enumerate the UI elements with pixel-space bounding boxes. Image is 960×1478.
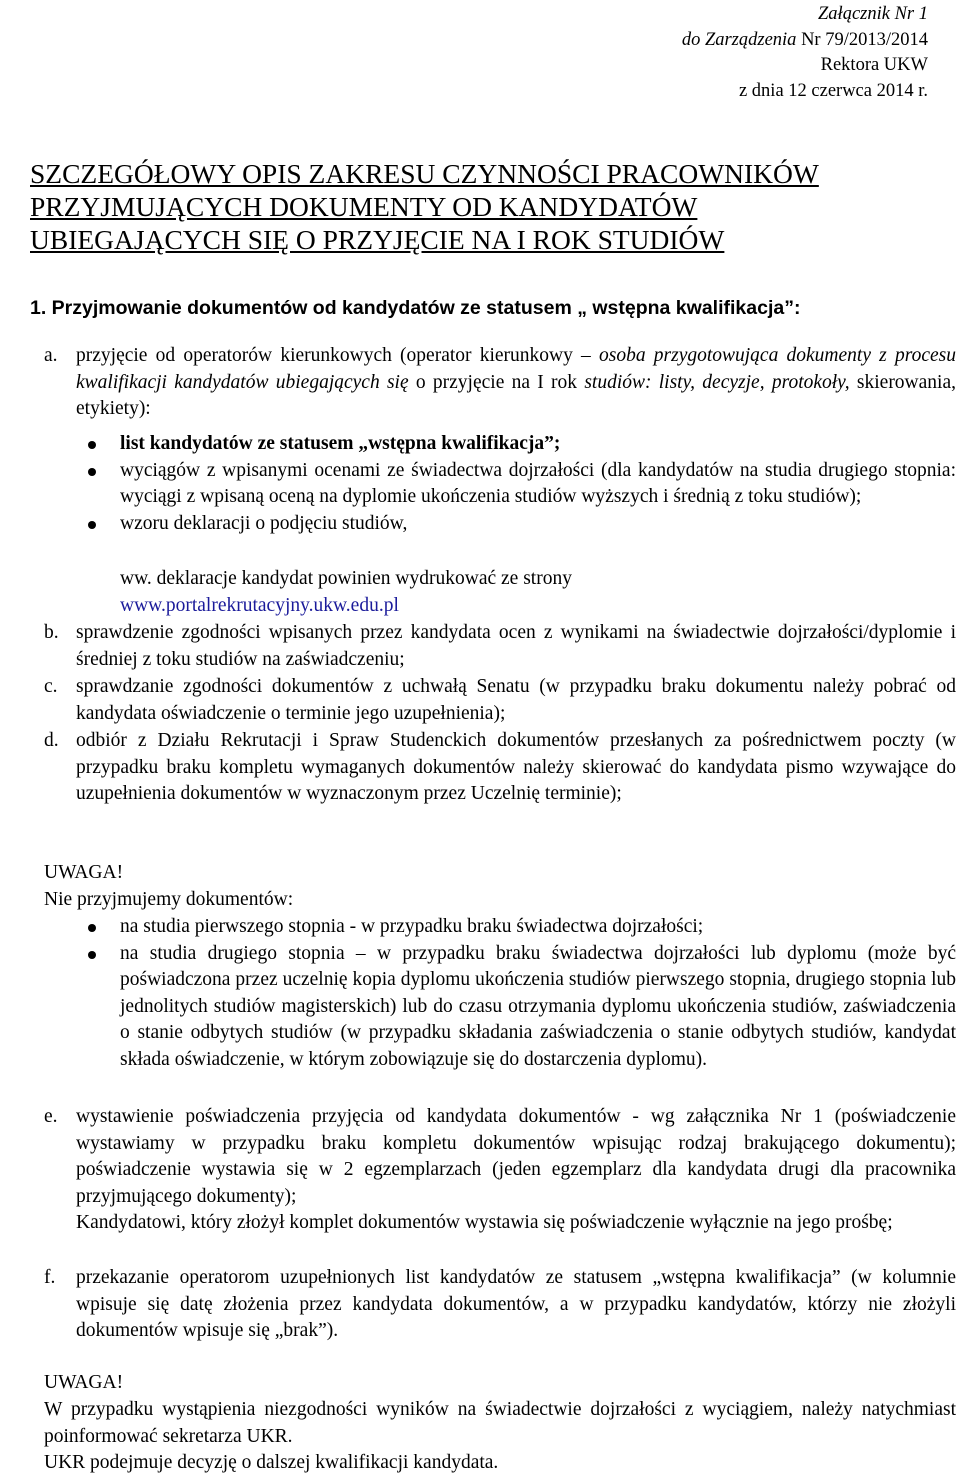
title-line-3: UBIEGAJĄCYCH SIĘ O PRZYJĘCIE NA I ROK STUDIÓW [30, 224, 725, 255]
attachment-header [682, 2, 928, 104]
header-line-2-rest: Nr 79/2013/2014 [796, 29, 928, 50]
warning-1-intro: Nie przyjmujemy dokumentów: [44, 889, 294, 910]
item-d-text: odbiór z Działu Rekrutacji i Spraw Studenckich dokumentów przesłanych za pośrednictwem poczty (w przypadku braku kompletu wymaganych dokumentów należy skierować do kandydata pismo wzywające do uzupełnienia dokumentów w wyznaczonym przez Uczelnię terminie); [76, 730, 956, 804]
item-a-bullet-3-text: wzoru deklaracji o podjęciu studiów, [120, 512, 408, 534]
item-a-bullet-1 [88, 431, 956, 458]
warning-heading-2: UWAGA! [44, 1372, 124, 1393]
item-c [44, 674, 956, 727]
item-d-label: d. [44, 730, 59, 751]
warning-heading-1: UWAGA! [44, 862, 124, 883]
title-line-1: SZCZEGÓŁOWY OPIS ZAKRESU CZYNNOŚCI PRACOWNIKÓW [30, 158, 819, 189]
item-b-text: sprawdzenie zgodności wpisanych przez kandydata ocen z wynikami na świadectwie dojrzałości/dyplomie i średniej z toku studiów na zaświadczeniu; [76, 622, 956, 670]
header-line-4: z dnia 12 czerwca 2014 r. [738, 80, 928, 101]
header-line-3: Rektora UKW [820, 55, 928, 75]
bullet-icon [88, 924, 96, 932]
item-a-bullet-list [88, 431, 956, 537]
header-line-2-italic: do Zarządzenia [681, 29, 797, 50]
item-a-part-1: przyjęcie od operatorów kierunkowych (operator kierunkowy – [76, 345, 599, 366]
title-line-2: PRZYJMUJĄCYCH DOKUMENTY OD KANDYDATÓW [30, 191, 698, 222]
item-b [44, 620, 956, 673]
header-line-2 [682, 28, 928, 54]
section-1-heading: 1. Przyjmowanie dokumentów od kandydatów ze statusem „ wstępna kwalifikacja”: [30, 297, 801, 319]
item-e-text-2: Kandydatowi, który złożył komplet dokumentów wystawia się poświadczenie wyłącznie na jego prośbę; [76, 1212, 893, 1233]
warning-2-text-2: UKR podejmuje decyzję o dalszej kwalifikacji kandydata. [44, 1452, 499, 1473]
item-a-text [76, 343, 956, 423]
item-a-label: a. [44, 345, 58, 366]
document-title [30, 157, 930, 256]
bullet-icon [88, 951, 96, 959]
bullet-icon [88, 468, 96, 476]
item-a-bullet-2-text: wyciągów z wpisanymi ocenami ze świadectwa dojrzałości (dla kandydatów na studia drugiego stopnia: wyciągi z wpisaną oceną na dyplomie ukończenia studiów wyższych i średnią z toku studiów); [120, 459, 956, 507]
warning-1-bullet-2-text: na studia drugiego stopnia – w przypadku braku świadectwa dojrzałości lub dyplomu (może być poświadczona przez uczelnię kopia dyplomu ukończenia studiów pierwszego stopnia, drugiego stopnia lub jednolitych studiów magisterskich) lub do czasu otrzymania dyplomu ukończenia studiów, zaświadczenia o stanie odbytych studiów (w przypadku składania zaświadczenia o stanie odbytych studiów, kandydat składa oświadczenie, w którym zobowiązuje się do dostarczenia dyplomu). [120, 942, 956, 1070]
item-e [44, 1104, 956, 1237]
portal-link[interactable]: www.portalrekrutacyjny.ukw.edu.pl [120, 595, 399, 616]
item-e-label: e. [44, 1106, 58, 1127]
warning-1-bullet-list [88, 914, 956, 1073]
item-a-part-5: skierowania, etykiety): [76, 371, 956, 419]
item-a-part-2: osoba przygotowująca dokumenty z procesu kwalifikacji kandydatów ubiegających się [76, 345, 956, 393]
item-c-text: sprawdzanie zgodności dokumentów z uchwałą Senatu (w przypadku braku dokumentu należy pobrać od kandydata oświadczenie o terminie jego uzupełnienia); [76, 676, 956, 724]
item-f-text: przekazanie operatorom uzupełnionych list kandydatów ze statusem „wstępna kwalifikacja” (w kolumnie wpisuje się datę złożenia przez kandydata dokumentów, a w przypadku kandydatów, którzy nie złożyli dokumentów wpisuje się „brak”). [76, 1267, 956, 1341]
item-a [44, 343, 956, 423]
bullet-icon [88, 521, 96, 529]
warning-1-bullet-1 [88, 914, 956, 941]
item-a-note: ww. deklaracje kandydat powinien wydrukować ze strony [120, 568, 572, 589]
item-e-text-1: wystawienie poświadczenia przyjęcia od kandydata dokumentów - wg załącznika Nr 1 (poświadczenie wystawiamy w przypadku braku kompletu dokumentów wpisując rodzaj brakującego dokumentu); poświadczenie wystawia się w 2 egzemplarzach (jeden egzemplarz dla kandydata drugi dla pracownika przyjmującego dokumenty); [76, 1106, 956, 1207]
warning-1-bullet-2 [88, 941, 956, 1074]
warning-1-bullet-1-text: na studia pierwszego stopnia - w przypadku braku świadectwa dojrzałości; [120, 916, 704, 937]
header-line-1: Załącznik Nr 1 [818, 4, 928, 24]
warning-2-text-1: W przypadku wystąpienia niezgodności wyników na świadectwie dojrzałości z wyciągiem, należy natychmiast poinformować sekretarza UKR. [44, 1399, 956, 1447]
item-a-bullet-2 [88, 458, 956, 511]
item-d [44, 728, 956, 808]
item-f-label: f. [44, 1267, 56, 1288]
item-c-label: c. [44, 676, 58, 697]
item-a-bullet-1-text: list kandydatów ze statusem „wstępna kwalifikacja”; [120, 433, 561, 454]
item-b-label: b. [44, 622, 59, 643]
item-f [44, 1265, 956, 1345]
item-a-part-4: studiów: listy, decyzje, protokoły, [584, 371, 850, 393]
item-a-bullet-3 [88, 511, 956, 538]
bullet-icon [88, 441, 96, 449]
item-a-part-3: o przyjęcie na I rok [408, 371, 585, 393]
